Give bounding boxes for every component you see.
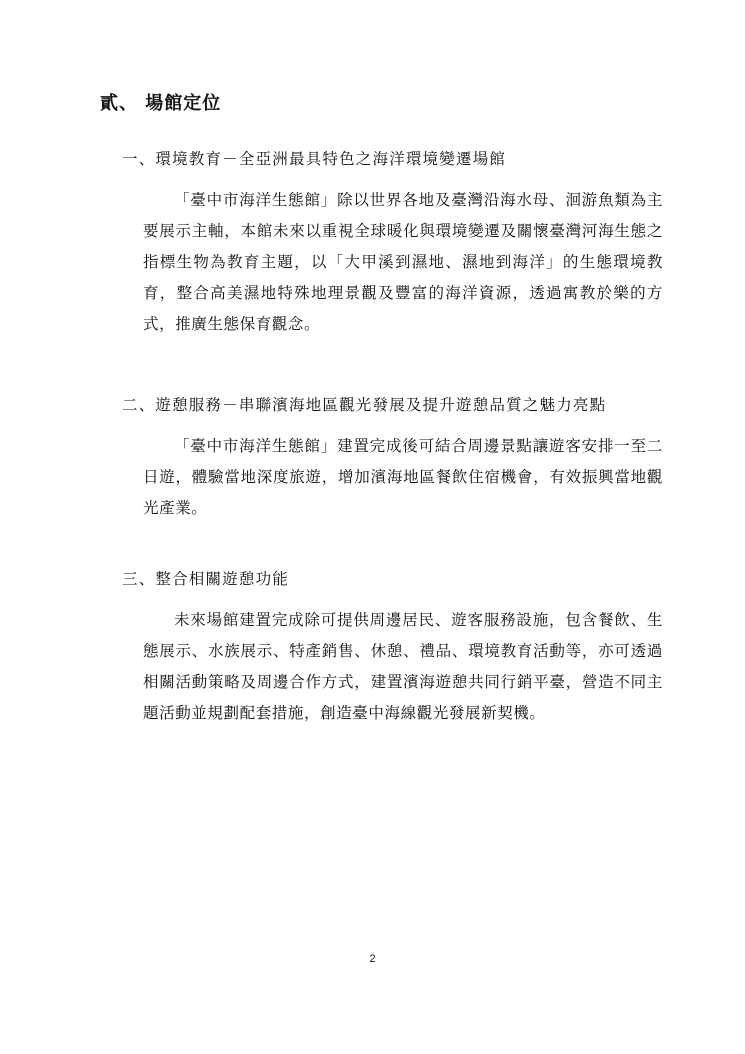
- section-paragraph-environmental-education: 「臺中市海洋生態館」除以世界各地及臺灣沿海水母、洄游魚類為主要展示主軸，本館未來以重視全球暖化與環境變遷及關懷臺灣河海生態之指標生物為教育主題，以「大甲溪到濕地、濕地到海洋」的生態環境教育，整合高美濕地特殊地理景觀及豐富的海洋資源，透過寓教於樂的方式，推廣生態保育觀念。: [143, 191, 663, 333]
- section-paragraph-integrated-recreation: 未來場館建置完成除可提供周邊居民、遊客服務設施，包含餐飲、生態展示、水族展示、特產銷售、休憩、禮品、環境教育活動等，亦可透過相關活動策略及周邊合作方式，建置濱海遊憩共同行銷平臺，營造不同主題活動並規劃配套措施，創造臺中海線觀光發展新契機。: [143, 611, 663, 722]
- page-number: 2: [369, 953, 376, 965]
- section-heading-integrated-recreation: 三、整合相關遊憩功能: [122, 570, 290, 588]
- section-heading-recreation-service: 二、遊憩服務－串聯濱海地區觀光發展及提升遊憩品質之魅力亮點: [122, 396, 607, 414]
- section-paragraph-recreation-service: 「臺中市海洋生態館」建置完成後可結合周邊景點讓遊客安排一至二日遊，體驗當地深度旅遊，增加濱海地區餐飲住宿機會，有效振興當地觀光產業。: [143, 437, 663, 517]
- section-heading-environmental-education: 一、環境教育－全亞洲最具特色之海洋環境變遷場館: [122, 150, 507, 168]
- chapter-title: 貳、 場館定位: [100, 93, 222, 114]
